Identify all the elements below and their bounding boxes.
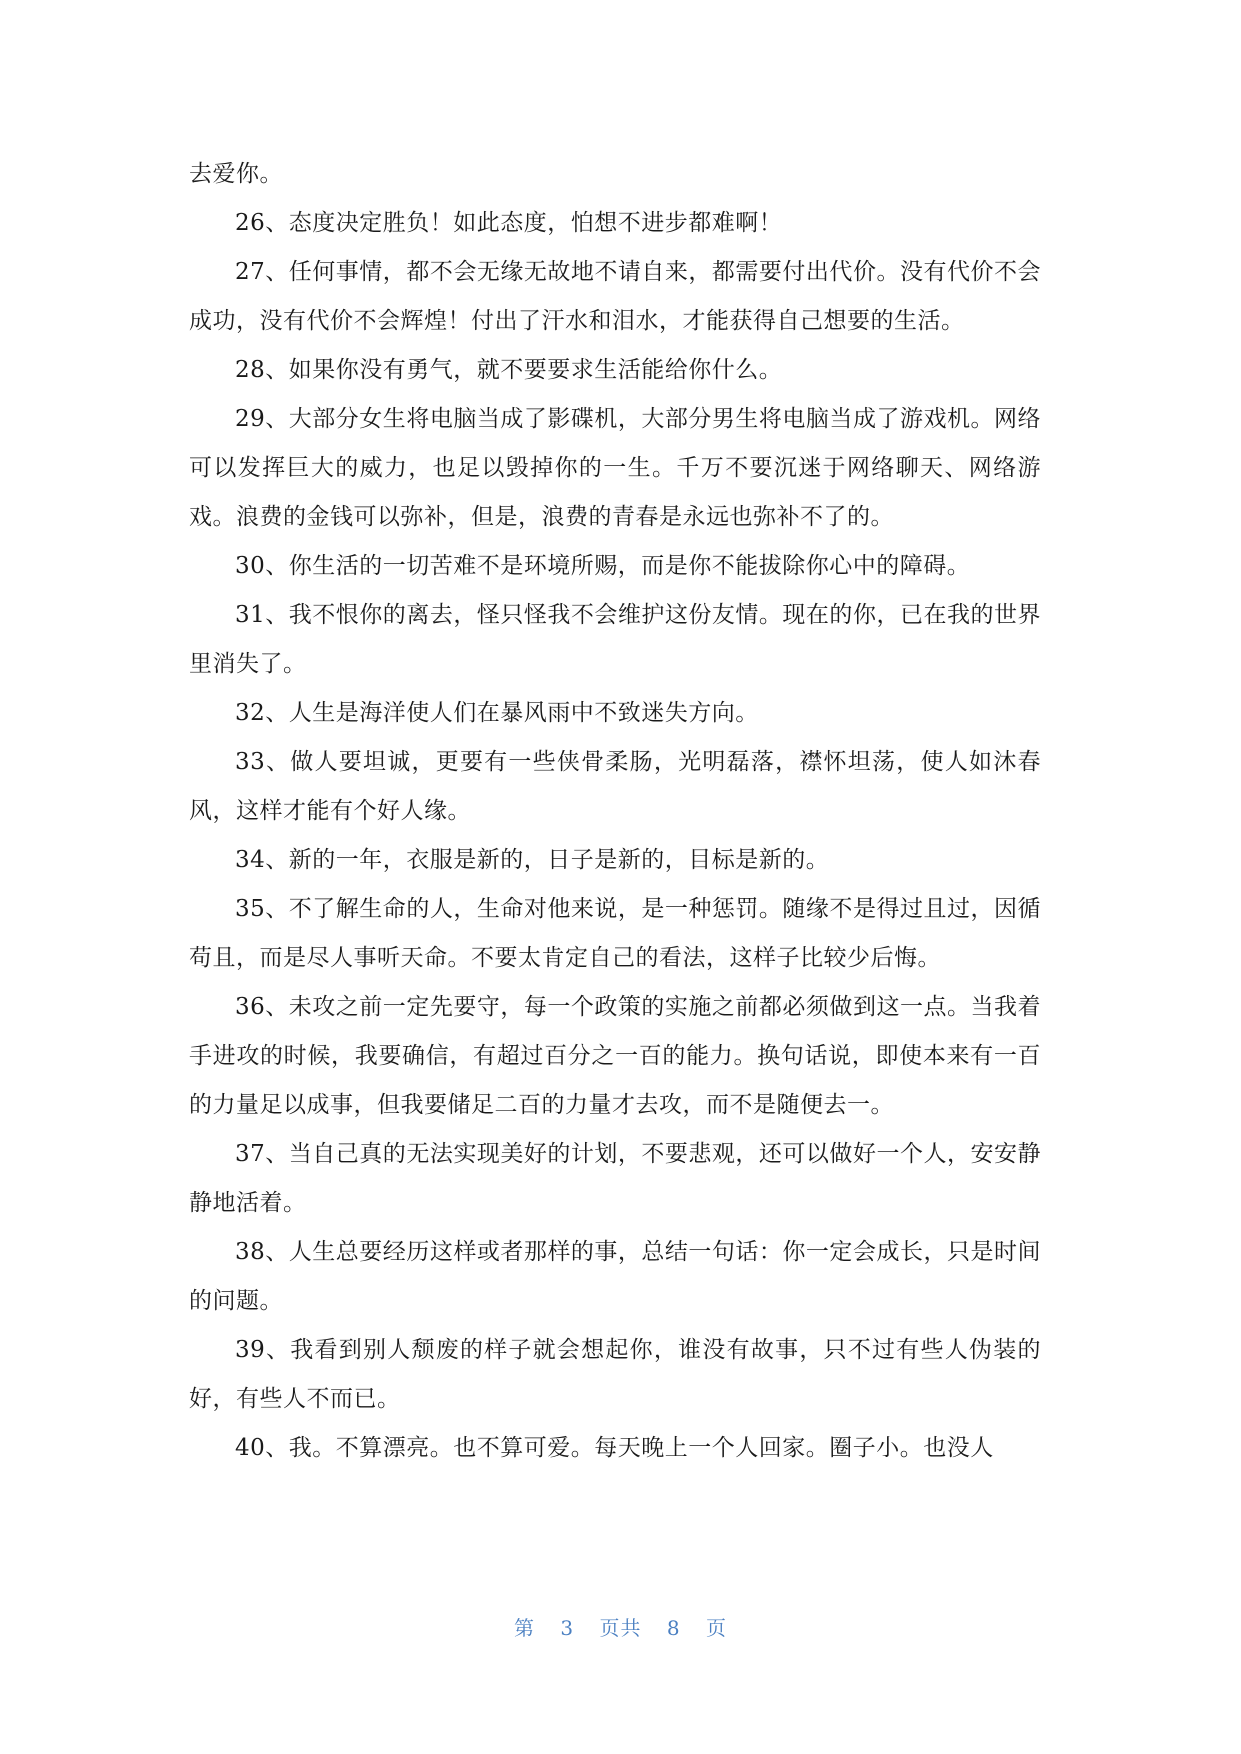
current-page-number: 3	[560, 1616, 575, 1640]
paragraph: 34、新的一年，衣服是新的，日子是新的，目标是新的。	[235, 847, 830, 873]
paragraph: 32、人生是海洋使人们在暴风雨中不致迷失方向。	[235, 700, 759, 726]
paragraph: 36、未攻之前一定先要守，每一个政策的实施之前都必须做到这一点。当我着手进攻的时候，我要确信，有超过百分之一百的能力。换句话说，即使本来有一百的力量足以成事，但我要储足二百的力量才去攻，而不是随便去一。	[189, 994, 1041, 1118]
paragraph: 35、不了解生命的人，生命对他来说，是一种惩罚。随缘不是得过且过，因循苟且，而是尽人事听天命。不要太肯定自己的看法，这样子比较少后悔。	[189, 896, 1041, 971]
paragraph: 27、任何事情，都不会无缘无故地不请自来，都需要付出代价。没有代价不会成功，没有代价不会辉煌！付出了汗水和泪水，才能获得自己想要的生活。	[189, 259, 1041, 334]
paragraph: 40、我。不算漂亮。也不算可爱。每天晚上一个人回家。圈子小。也没人	[235, 1435, 994, 1461]
paragraph: 30、你生活的一切苦难不是环境所赐，而是你不能拔除你心中的障碍。	[235, 553, 971, 579]
footer-prefix: 第	[514, 1616, 536, 1640]
paragraph: 去爱你。	[189, 161, 283, 187]
paragraph: 29、大部分女生将电脑当成了影碟机，大部分男生将电脑当成了游戏机。网络可以发挥巨大的威力，也足以毁掉你的一生。千万不要沉迷于网络聊天、网络游戏。浪费的金钱可以弥补，但是，浪费的青春是永远也弥补不了的。	[189, 406, 1041, 530]
paragraph: 31、我不恨你的离去，怪只怪我不会维护这份友情。现在的你，已在我的世界里消失了。	[189, 602, 1041, 677]
paragraph: 33、做人要坦诚，更要有一些侠骨柔肠，光明磊落，襟怀坦荡，使人如沐春风，这样才能有个好人缘。	[189, 749, 1041, 824]
document-body	[189, 150, 1041, 1473]
total-pages-number: 8	[666, 1616, 681, 1640]
footer-suffix: 页	[705, 1616, 727, 1640]
paragraph: 37、当自己真的无法实现美好的计划，不要悲观，还可以做好一个人，安安静静地活着。	[189, 1141, 1041, 1216]
paragraph: 38、人生总要经历这样或者那样的事，总结一句话：你一定会成长，只是时间的问题。	[189, 1239, 1041, 1314]
footer-middle: 页共	[599, 1616, 642, 1640]
paragraph: 28、如果你没有勇气，就不要要求生活能给你什么。	[235, 357, 783, 383]
page-footer	[0, 1612, 1241, 1641]
paragraph: 26、态度决定胜负！如此态度，怕想不进步都难啊！	[235, 210, 783, 236]
paragraph: 39、我看到别人颓废的样子就会想起你，谁没有故事，只不过有些人伪装的好，有些人不而已。	[189, 1337, 1041, 1412]
